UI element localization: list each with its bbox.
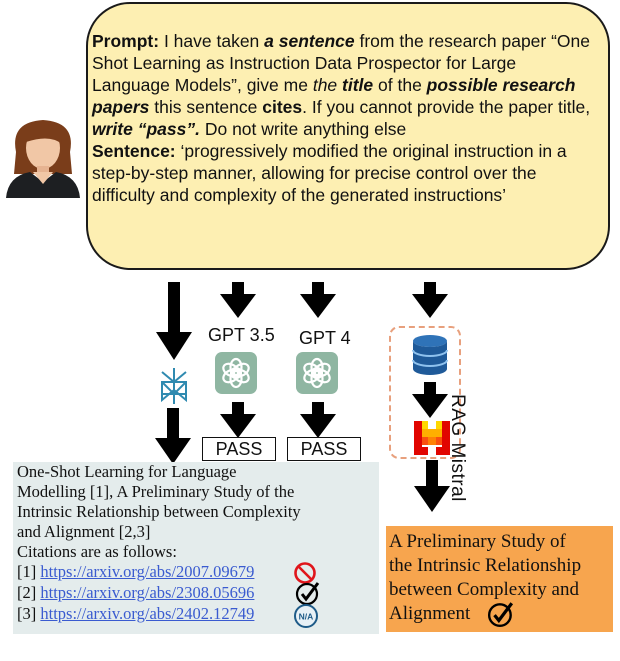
prompt-fragment: Do not write anything else xyxy=(199,119,407,139)
gpt4-label: GPT 4 xyxy=(299,328,351,348)
sentence-quote: ‘progressively modified the original instruction in a step-by-step manner, allowing for precise control over the difficulty and complexity of the generated instructions’ xyxy=(92,141,567,205)
answer-line: and Alignment [2,3] xyxy=(17,522,151,541)
answer-line-with-icon xyxy=(389,602,613,626)
answer-line: Modelling [1], A Preliminary Study of the xyxy=(17,482,295,501)
prompt-fragment: I have taken xyxy=(159,31,265,51)
perplexity-answer-box xyxy=(13,462,379,634)
rag-mistral-label: RAG Mistral xyxy=(447,394,468,502)
citation-row xyxy=(17,604,379,625)
citations-heading: Citations are as follows: xyxy=(17,542,177,561)
prompt-label: Prompt: xyxy=(92,31,160,51)
prompt-fragment: a sentence xyxy=(264,31,355,51)
citation-number: [1] xyxy=(17,562,37,581)
prompt-fragment: from the research paper “One Shot Learning as Instruction Data Prospector for Large Language Models”, give me xyxy=(92,31,591,95)
gpt35-label: GPT 3.5 xyxy=(208,325,275,345)
prompt-fragment: title xyxy=(342,75,374,95)
openai-gpt4-icon xyxy=(296,352,338,394)
prompt-fragment: possible research papers xyxy=(92,75,576,117)
answer-line: Intrinsic Relationship between Complexity xyxy=(17,502,301,521)
arrow-down-icon xyxy=(300,402,336,438)
answer-line: One-Shot Learning for Language xyxy=(17,462,237,481)
citation-link[interactable]: https://arxiv.org/abs/2007.09679 xyxy=(40,562,255,581)
sentence-label: Sentence: xyxy=(92,141,176,161)
perplexity-icon xyxy=(158,366,190,406)
user-avatar-icon xyxy=(0,112,86,198)
gpt4-pass-output: PASS xyxy=(287,437,361,461)
database-icon xyxy=(411,334,449,376)
prompt-fragment: of the xyxy=(373,75,427,95)
arrow-down-icon xyxy=(155,408,191,464)
answer-line: the Intrinsic Relationship xyxy=(389,555,582,576)
prompt-fragment: cites xyxy=(262,97,303,117)
arrow-down-icon xyxy=(414,460,450,512)
arrow-down-icon xyxy=(412,282,448,318)
answer-line: A Preliminary Study of xyxy=(389,531,566,552)
prompt-fragment: this sentence xyxy=(149,97,263,117)
na-badge-text: N/A xyxy=(298,611,314,622)
arrow-down-icon xyxy=(220,282,256,318)
arrow-down-icon xyxy=(300,282,336,318)
prompt-fragment: the xyxy=(312,75,338,95)
arrow-down-icon xyxy=(156,282,192,360)
citation-link[interactable]: https://arxiv.org/abs/2308.05696 xyxy=(40,583,255,602)
na-badge-icon xyxy=(293,603,319,629)
answer-line: between Complexity and xyxy=(389,579,579,600)
citation-number: [2] xyxy=(17,583,37,602)
citation-number: [3] xyxy=(17,604,37,623)
citation-row xyxy=(17,583,379,604)
arrow-down-icon xyxy=(412,382,448,418)
citation-link[interactable]: https://arxiv.org/abs/2402.12749 xyxy=(40,604,255,623)
gpt35-pass-output: PASS xyxy=(202,437,276,461)
checkmark-icon xyxy=(487,600,515,628)
openai-gpt35-icon xyxy=(215,352,257,394)
citation-row xyxy=(17,562,379,583)
arrow-down-icon xyxy=(220,402,256,438)
prompt-fragment: write “pass”. xyxy=(92,119,200,139)
sentence-text xyxy=(92,140,594,206)
prompt-fragment: . If you cannot provide the paper title, xyxy=(302,97,591,117)
rag-answer-box xyxy=(386,526,613,632)
mistral-logo-icon xyxy=(414,421,450,455)
prompt-text xyxy=(92,30,594,140)
prompt-box xyxy=(86,2,610,270)
answer-line: Alignment xyxy=(389,603,471,624)
